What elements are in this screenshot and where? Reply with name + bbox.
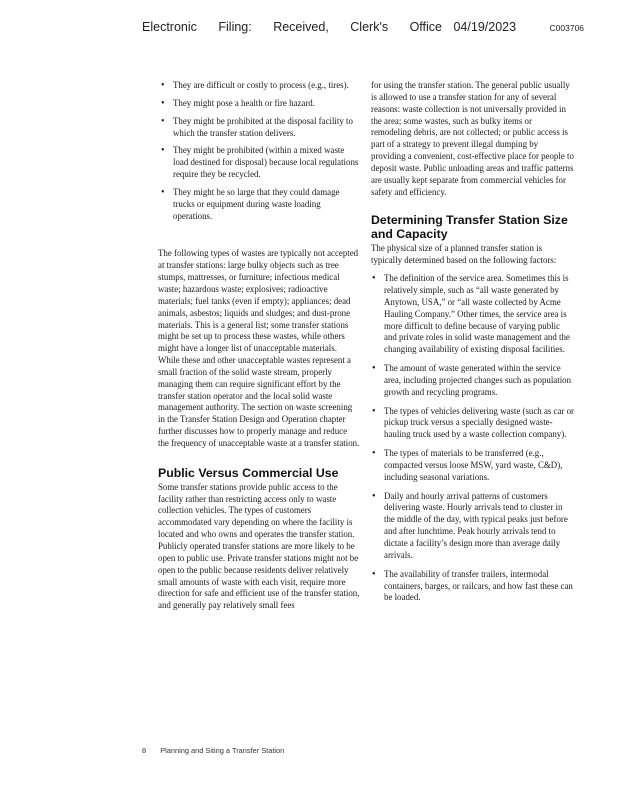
stamp-word: Clerk's — [350, 20, 389, 34]
list-item: • They might be prohibited at the disposal facility to which the transfer station delivers. — [158, 116, 360, 140]
right-column — [371, 80, 574, 611]
section-heading-size-capacity: Determining Transfer Station Size and Capacity — [371, 213, 568, 242]
filing-stamp — [142, 20, 585, 34]
section-heading-public-commercial: Public Versus Commercial Use — [158, 465, 339, 480]
unacceptable-wastes-paragraph: The following types of wastes are typically not accepted at transfer stations: large bulky objects such as tree stumps, mattresses, or furniture; infectious medical waste; hazardous waste; explosives; radioactive materials; fuel tanks (even if empty); appliances; dead animals, asbestos; liquids and sludges; and dust-prone materials. This is a general list; some transfer stations might be set up to process these wastes, while others might have a longer list of unacceptable materials. While these and other unacceptable wastes represent a small fraction of the solid waste stream, properly managing them can require significant effort by the transfer station operator and the local solid waste management authority. The section on waste screening in the Transfer Station Design and Operation chapter further discusses how to properly manage and reduce the frequency of unacceptable waste at a transfer station. — [158, 248, 360, 448]
list-item: • They might pose a health or fire hazard. — [158, 98, 360, 110]
list-item: • They might be so large that they could damage trucks or equipment during waste loading operations. — [158, 187, 360, 223]
list-item: • The definition of the service area. Sometimes this is relatively simple, such as “all waste generated by Anytown, USA,” or “all waste collected by Acme Hauling Company.” Other times, the service area is more difficult to define because of varying public and private roles in solid waste management and the changing availability of existing disposal facilities. — [371, 273, 574, 356]
footer-title: Planning and Siting a Transfer Station — [160, 746, 285, 755]
left-column — [158, 80, 360, 612]
list-item: • They are difficult or costly to process (e.g., tires). — [158, 80, 360, 92]
stamp-date: 04/19/2023 — [453, 20, 517, 34]
size-factors-intro: The physical size of a planned transfer station is typically determined based on the following factors: — [371, 243, 557, 266]
public-use-continuation: for using the transfer station. The general public usually is allowed to use a transfer station for any of several reasons: waste collection is not universally provided in the area; some wastes, such as bulky items or remodeling debris, are not collected; or public access is part of a strategy to prevent illegal dumping by providing a convenient, cost-effective place for people to deposit waste. Public unloading areas and traffic patterns are usually kept separate from commercial vehicles for safety and efficiency. — [371, 80, 574, 197]
list-item: • The types of vehicles delivering waste (such as car or pickup truck versus a specially designed waste-hauling truck used by a waste collection company). — [371, 406, 574, 442]
stamp-word: Filing: — [218, 20, 252, 34]
list-item: • The availability of transfer trailers, intermodal containers, barges, or railcars, and how fast these can be loaded. — [371, 569, 574, 605]
stamp-word: Received, — [273, 20, 329, 34]
public-use-paragraph: Some transfer stations provide public access to the facility rather than restricting access only to waste collection vehicles. The types of customers accommodated vary depending on where the facility is located and who owns and operates the transfer station. Publicly operated transfer stations are more likely to be open to public use. Private transfer stations might not be open to the public because residents deliver relatively small amounts of waste with each visit, require more direction for safe and efficient use of the transfer station, and generally pay relatively small fees — [158, 481, 360, 611]
document-number: C003706 — [549, 23, 585, 33]
list-item: • The types of materials to be transferred (e.g., compacted versus loose MSW, yard waste, C&D), including seasonal variations. — [371, 448, 574, 484]
size-factors-list — [371, 273, 574, 604]
page-footer — [142, 746, 284, 755]
stamp-word: Electronic — [142, 20, 197, 34]
list-item: • They might be prohibited (within a mixed waste load destined for disposal) because local regulations require they be recycled. — [158, 145, 360, 181]
page-number: 8 — [142, 746, 147, 755]
list-item: • The amount of waste generated within the service area, including projected changes such as population growth and recycling programs. — [371, 363, 574, 399]
stamp-word: Office — [409, 20, 442, 34]
list-item: • Daily and hourly arrival patterns of customers delivering waste. Hourly arrivals tend to cluster in the middle of the day, with typical peaks just before and after lunchtime. Peak hourly arrivals tend to dictate a facility’s design more than average daily arrivals. — [371, 491, 574, 562]
waste-reasons-list — [158, 80, 360, 222]
